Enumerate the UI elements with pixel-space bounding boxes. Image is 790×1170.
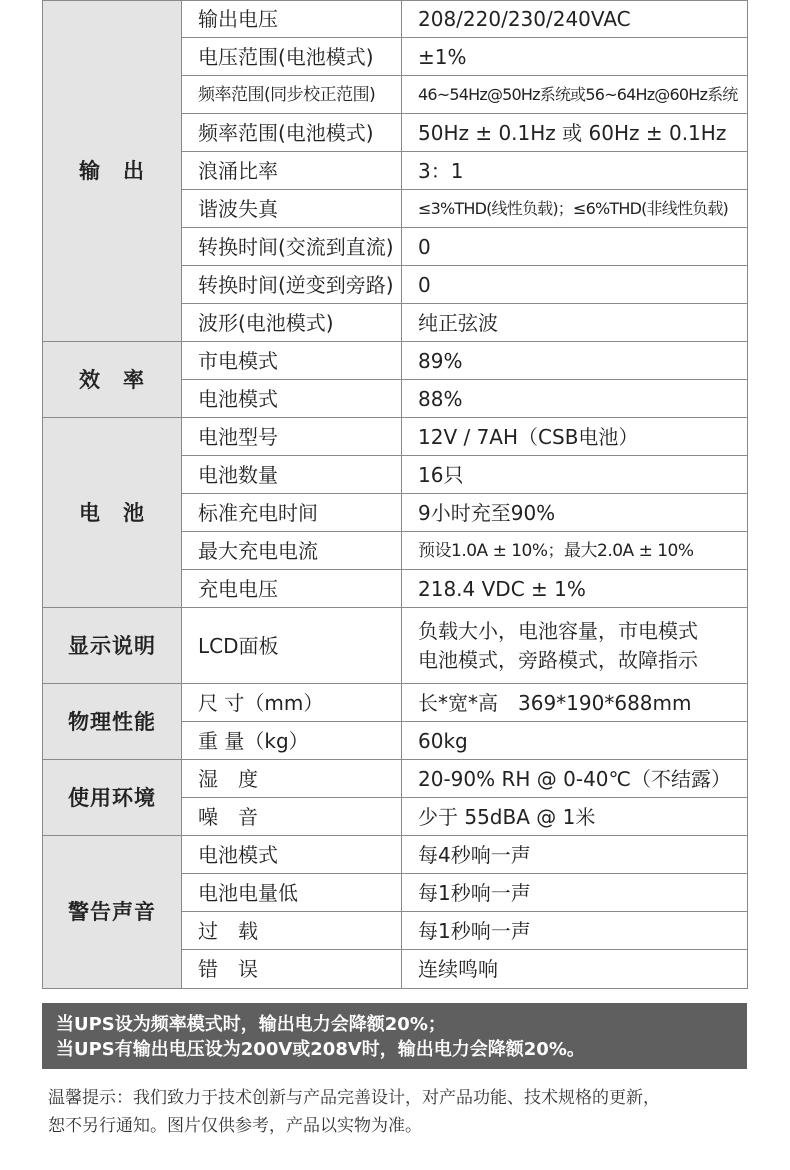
param-cell: 标准充电时间 <box>182 494 402 532</box>
category-cell-display: 显示说明 <box>43 608 182 684</box>
param-cell: 最大充电电流 <box>182 532 402 570</box>
param-cell: 湿 度 <box>182 760 402 798</box>
param-cell: 尺 寸（mm） <box>182 684 402 722</box>
notice-line: 当UPS有输出电压设为200V或208V时，输出电力会降额20%。 <box>56 1039 585 1060</box>
param-cell: 输出电压 <box>182 1 402 38</box>
param-cell: 频率范围(同步校正范围) <box>182 76 402 114</box>
value-cell: ±1% <box>402 38 748 76</box>
table-row <box>43 418 748 456</box>
value-cell: 208/220/230/240VAC <box>402 1 748 38</box>
param-cell: 电池电量低 <box>182 874 402 912</box>
value-cell: 12V / 7AH（CSB电池） <box>402 418 748 456</box>
param-cell: 过 载 <box>182 912 402 950</box>
param-cell: 电池数量 <box>182 456 402 494</box>
footer-line: 温馨提示：我们致力于技术创新与产品完善设计，对产品功能、技术规格的更新， <box>48 1088 660 1108</box>
param-cell: 市电模式 <box>182 342 402 380</box>
value-cell: 纯正弦波 <box>402 304 748 342</box>
value-cell: 9小时充至90% <box>402 494 748 532</box>
value-cell: 0 <box>402 228 748 266</box>
value-cell: 60kg <box>402 722 748 760</box>
value-cell: 少于 55dBA @ 1米 <box>402 798 748 836</box>
value-cell: 218.4 VDC ± 1% <box>402 570 748 608</box>
param-cell: 频率范围(电池模式) <box>182 114 402 152</box>
value-cell: 每1秒响一声 <box>402 874 748 912</box>
value-line: 电池模式，旁路模式，故障指示 <box>418 647 698 672</box>
value-cell: 89% <box>402 342 748 380</box>
table-row <box>43 342 748 380</box>
value-line: 负载大小，电池容量，市电模式 <box>418 618 698 643</box>
value-cell <box>402 608 748 684</box>
param-cell: 电压范围(电池模式) <box>182 38 402 76</box>
param-cell: 转换时间(交流到直流) <box>182 228 402 266</box>
category-cell-alarm: 警告声音 <box>43 836 182 989</box>
value-cell: ≤3%THD(线性负载)；≤6%THD(非线性负载) <box>402 190 748 228</box>
value-cell: 3：1 <box>402 152 748 190</box>
table-row <box>43 1 748 38</box>
value-cell: 每4秒响一声 <box>402 836 748 874</box>
value-cell: 16只 <box>402 456 748 494</box>
footer-note <box>48 1084 748 1140</box>
param-cell: 浪涌比率 <box>182 152 402 190</box>
param-cell: 电池模式 <box>182 836 402 874</box>
table-row <box>43 760 748 798</box>
spec-table <box>42 0 748 989</box>
notice-banner <box>42 1003 747 1069</box>
param-cell: 重 量（kg） <box>182 722 402 760</box>
category-cell-physical: 物理性能 <box>43 684 182 760</box>
value-cell: 预设1.0A ± 10%；最大2.0A ± 10% <box>402 532 748 570</box>
param-cell: 波形(电池模式) <box>182 304 402 342</box>
category-cell-environment: 使用环境 <box>43 760 182 836</box>
table-row <box>43 836 748 874</box>
param-cell: 谐波失真 <box>182 190 402 228</box>
param-cell: 电池型号 <box>182 418 402 456</box>
value-cell: 50Hz ± 0.1Hz 或 60Hz ± 0.1Hz <box>402 114 748 152</box>
category-cell-efficiency: 效 率 <box>43 342 182 418</box>
footer-line: 恕不另行通知。图片仅供参考，产品以实物为准。 <box>48 1116 422 1136</box>
value-cell: 88% <box>402 380 748 418</box>
table-row <box>43 608 748 684</box>
value-cell: 每1秒响一声 <box>402 912 748 950</box>
value-cell: 连续鸣响 <box>402 950 748 989</box>
value-cell: 20-90% RH @ 0-40℃（不结露） <box>402 760 748 798</box>
category-cell-battery: 电 池 <box>43 418 182 608</box>
param-cell: 噪 音 <box>182 798 402 836</box>
param-cell: LCD面板 <box>182 608 402 684</box>
param-cell: 电池模式 <box>182 380 402 418</box>
notice-line: 当UPS设为频率模式时，输出电力会降额20%； <box>56 1014 446 1035</box>
param-cell: 转换时间(逆变到旁路) <box>182 266 402 304</box>
value-cell: 0 <box>402 266 748 304</box>
value-cell: 长*宽*高 369*190*688mm <box>402 684 748 722</box>
param-cell: 错 误 <box>182 950 402 989</box>
value-cell: 46~54Hz@50Hz系统或56~64Hz@60Hz系统 <box>402 76 748 114</box>
table-row <box>43 684 748 722</box>
category-cell-output: 输 出 <box>43 1 182 342</box>
param-cell: 充电电压 <box>182 570 402 608</box>
